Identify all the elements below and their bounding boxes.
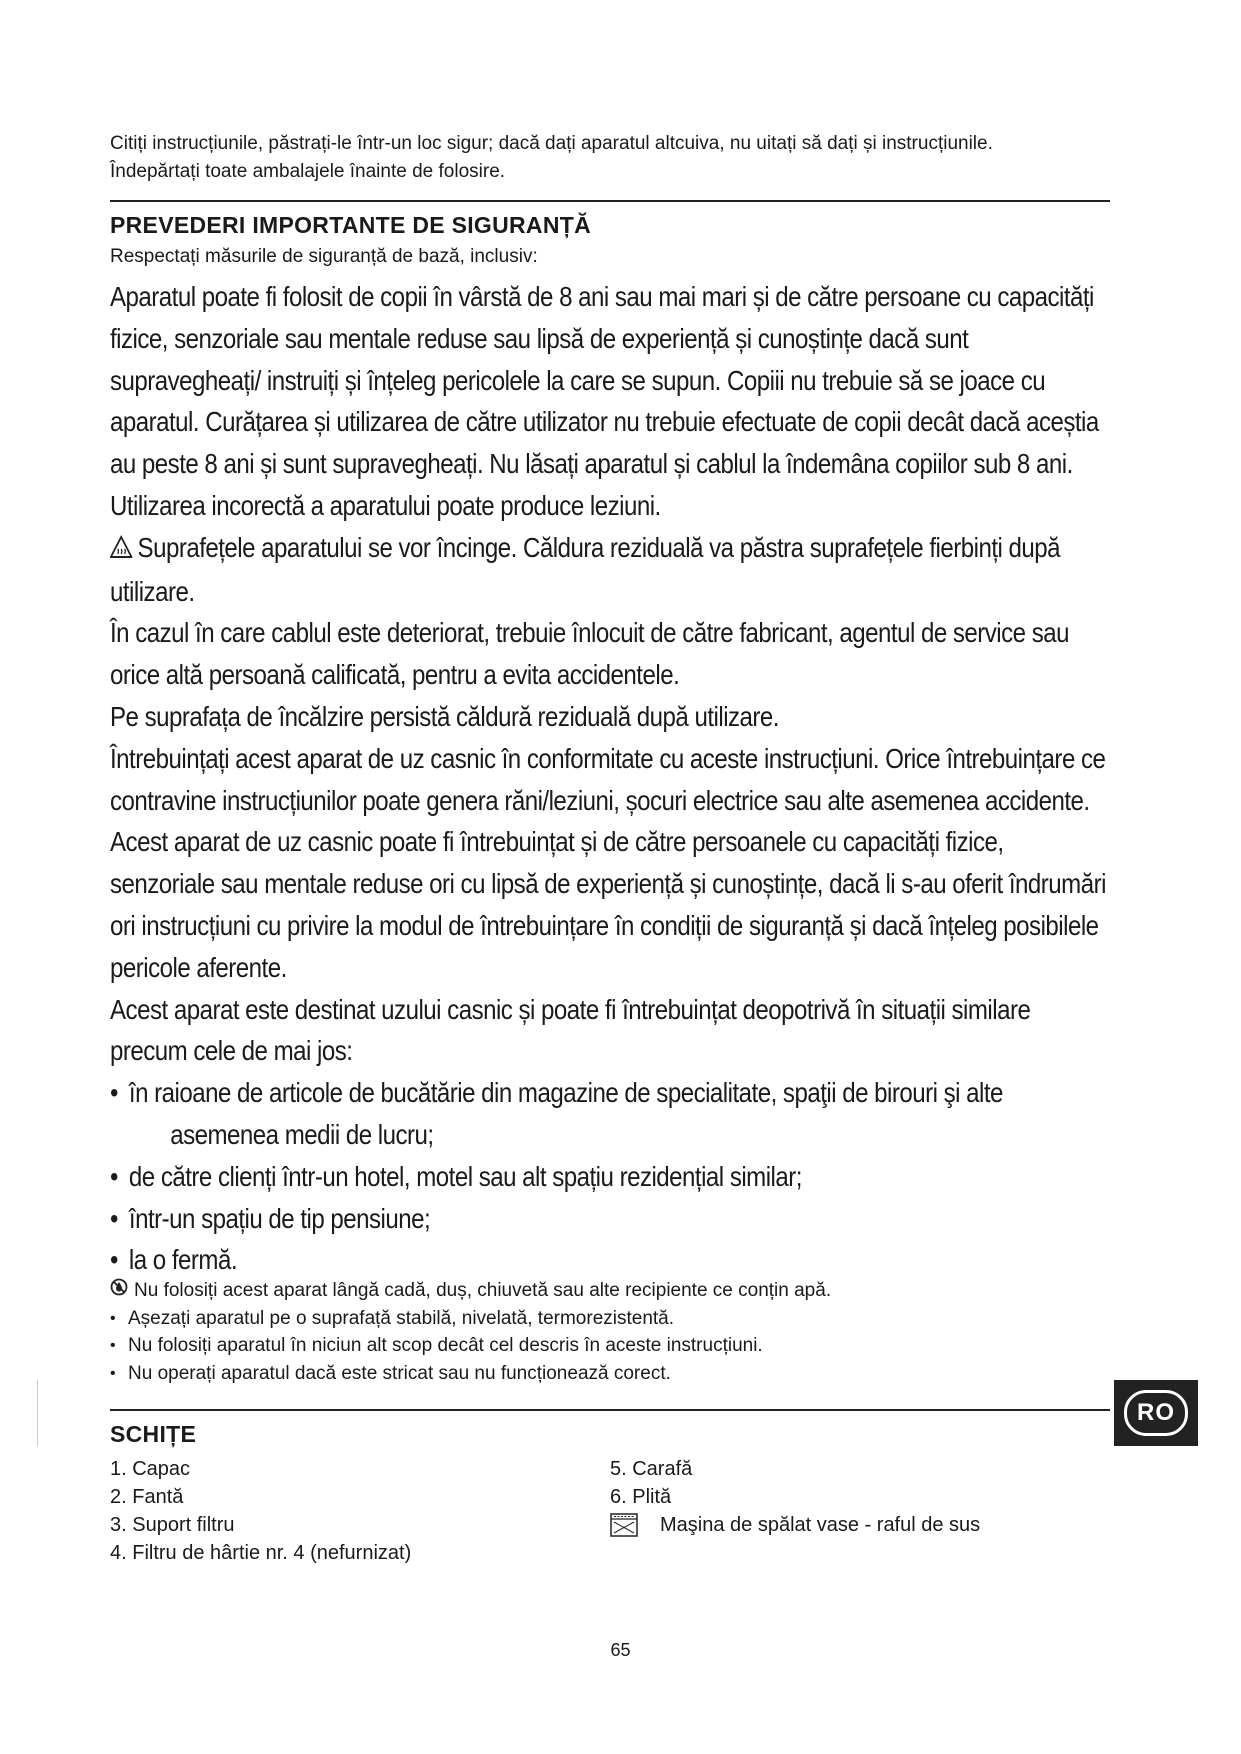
safety-paragraph: În cazul în care cablul este deteriorat, trebuie înlocuit de către fabricant, agentul de service sau orice altă persoană calificată, pentru a evita accidentele. [110, 617, 1070, 691]
language-badge [1114, 1380, 1198, 1446]
safety-paragraph: Acest aparat de uz casnic poate fi întrebuințat și de către persoanele cu capacități fizice, senzoriale sau mentale reduse ori cu lipsă de experiență și cunoștințe, dacă li s-au oferit îndrumări ori instrucțiuni cu privire la modul de întrebuințare în condiții de siguranță și dacă înțeleg posibilele pericole aferente. [110, 826, 1106, 983]
part-item: 2. Fantă [110, 1486, 184, 1509]
part-item: 3. Suport filtru [110, 1514, 235, 1537]
part-item: 5. Carafă [610, 1458, 693, 1481]
safety-paragraph-hot-surface [110, 527, 1110, 613]
parts-heading: SCHIȚE [110, 1421, 197, 1448]
hot-surface-warning-icon [110, 529, 132, 571]
list-item: • de către clienți într-un hotel, motel sau alt spațiu rezidențial similar; [110, 1156, 1110, 1198]
parts-column-right [610, 1455, 1110, 1567]
list-item-text: Nu operați aparatul dacă este stricat sau nu funcționează corect. [128, 1362, 671, 1384]
divider [110, 200, 1110, 202]
part-item: 1. Capac [110, 1458, 191, 1481]
margin-mark [37, 1380, 38, 1446]
list-item: • într-un spațiu de tip pensiune; [110, 1198, 1110, 1240]
list-item-text: la o fermă. [128, 1244, 238, 1276]
safety-body [110, 276, 1110, 1281]
part-item: 6. Plită [610, 1486, 672, 1509]
dishwasher-label: Maşina de spălat vase - raful de sus [660, 1514, 981, 1537]
language-badge-label: RO [1124, 1390, 1188, 1436]
list-item-text: Așezați aparatul pe o suprafață stabilă, nivelată, termorezistentă. [128, 1307, 675, 1329]
safety-paragraph: Aparatul poate fi folosit de copii în vârstă de 8 ani sau mai mari și de către persoane cu capacități fizice, senzoriale sau mentale reduse sau lipsă de experiență și cunoștințe dacă sunt supravegheați/ instruiți și înțeleg pericolele la care se supun. Copiii nu trebuie să se joace cu aparatul. Curățarea și utilizarea de către utilizator nu trebuie efectuate de copii decât dacă aceștia au peste 8 ani și sunt supravegheați. Nu lăsați aparatul și cablul la îndemâna copiilor sub 8 ani. [110, 281, 1099, 480]
list-item-text: într-un spațiu de tip pensiune; [128, 1202, 431, 1234]
list-item-text: Nu folosiți acest aparat lângă cadă, duș, chiuvetă sau alte recipiente ce conțin apă. [134, 1280, 832, 1302]
parts-list [110, 1455, 1110, 1567]
list-item-text: de către clienți într-un hotel, motel sau alt spațiu rezidențial similar; [128, 1160, 802, 1192]
part-item: 4. Filtru de hârtie nr. 4 (nefurnizat) [110, 1542, 412, 1565]
list-item-text-continued: asemenea medii de lucru; [170, 1118, 434, 1150]
list-item [110, 1277, 1110, 1305]
safety-paragraph: Acest aparat este destinat uzului casnic și poate fi întrebuințat deopotrivă în situații similare precum cele de mai jos: [110, 993, 1031, 1067]
document-page [110, 130, 1110, 1567]
safety-subheading: Respectați măsurile de siguranță de bază, inclusiv: [110, 246, 538, 267]
list-item-text: în raioane de articole de bucătărie din magazine de specialitate, spaţii de birouri şi alte [128, 1077, 1003, 1109]
part-item-dishwasher [610, 1511, 1110, 1539]
small-safety-list [110, 1277, 1110, 1387]
parts-column-left [110, 1455, 610, 1567]
divider [110, 1409, 1110, 1411]
safety-heading: PREVEDERI IMPORTANTE DE SIGURANȚĂ [110, 212, 592, 238]
safety-paragraph: Pe suprafața de încălzire persistă căldură reziduală după utilizare. [110, 700, 779, 732]
no-water-icon [110, 1277, 134, 1305]
list-item-text: Nu folosiți aparatul în niciun alt scop decât cel descris în aceste instrucțiuni. [128, 1335, 763, 1357]
page-number: 65 [610, 1640, 631, 1660]
list-item: • în raioane de articole de bucătărie din magazine de specialitate, spaţii de birouri şi alte asemenea medii de lucru; [110, 1072, 1110, 1156]
list-item: • Așezați aparatul pe o suprafață stabilă, nivelată, termorezistentă. [110, 1305, 1110, 1333]
safety-paragraph: Întrebuințați acest aparat de uz casnic în conformitate cu aceste instrucțiuni. Orice întrebuințare ce contravine instrucțiunilor poate genera răni/leziuni, șocuri electrice sau alte asemenea accidente. [110, 742, 1106, 816]
list-item: • Nu operați aparatul dacă este stricat sau nu funcționează corect. [110, 1360, 1110, 1388]
hot-surface-text: Suprafețele aparatului se vor încinge. Căldura reziduală va păstra suprafețele fierbinți după utilizare. [110, 531, 1061, 607]
safety-paragraph: Utilizarea incorectă a aparatului poate produce leziuni. [110, 489, 661, 521]
dishwasher-top-rack-icon [610, 1513, 638, 1537]
list-item: • Nu folosiți aparatul în niciun alt scop decât cel descris în aceste instrucțiuni. [110, 1332, 1110, 1360]
intro-line-1: Citiți instrucțiunile, păstrați-le într-un loc sigur; dacă dați aparatul altcuiva, nu uitați să dați și instrucțiunile. [110, 133, 993, 154]
intro-line-2: Îndepărtați toate ambalajele înainte de folosire. [110, 161, 506, 182]
list-item: • la o fermă. [110, 1239, 1110, 1281]
